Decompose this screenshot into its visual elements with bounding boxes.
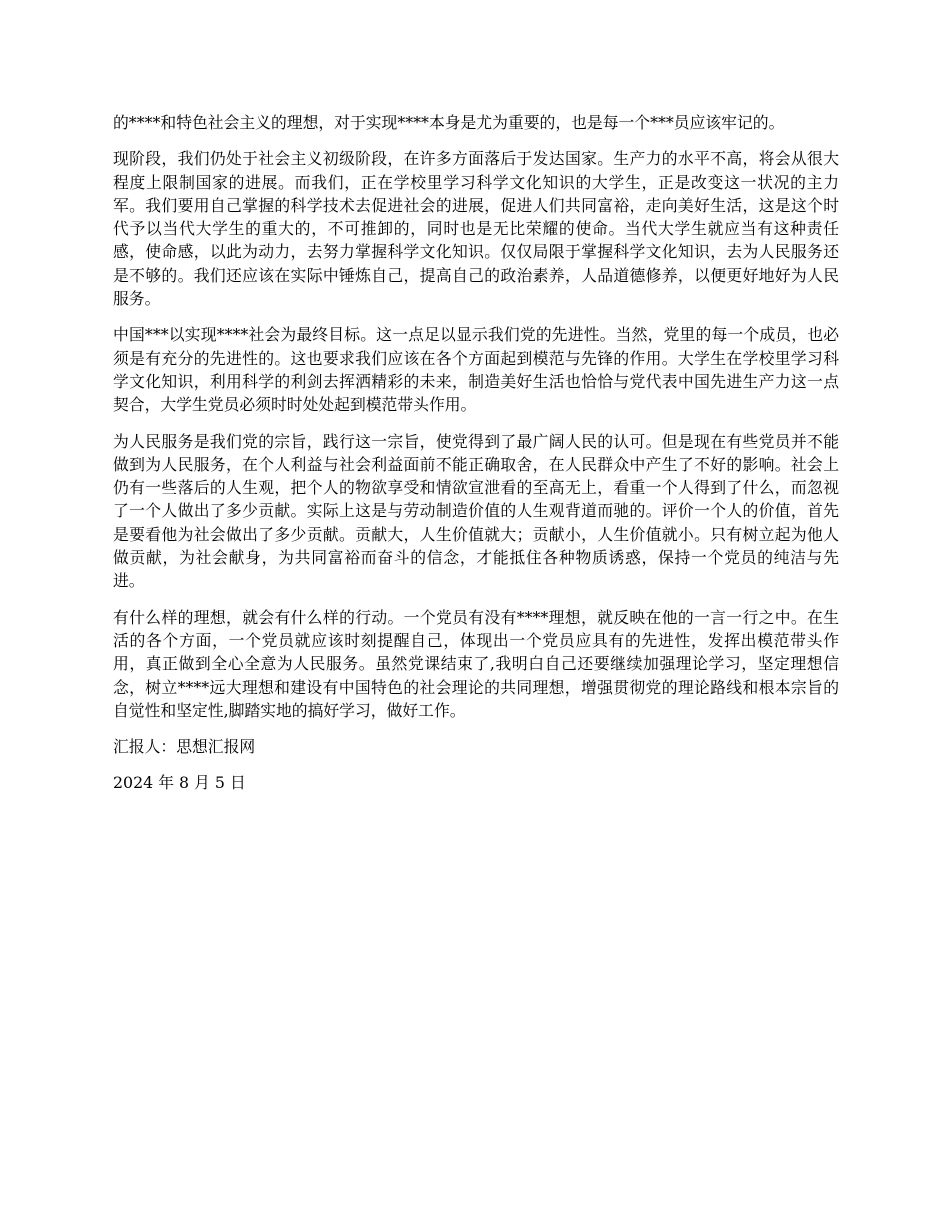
paragraph-4: 为人民服务是我们党的宗旨，践行这一宗旨，使党得到了最广阔人民的认可。但是现在有些党员并不能做到为人民服务，在个人利益与社会利益面前不能正确取舍，在人民群众中产生了不好的影响。社会上仍有一些落后的人生观，把个人的物欲享受和情欲宣泄看的至高无上，看重一个人得到了什么，而忽视了一个人做出了多少贡献。实际上这是与劳动制造价值的人生观背道而驰的。评价一个人的价值，首先是要看他为社会做出了多少贡献。贡献大，人生价值就大；贡献小，人生价值就小。只有树立起为他人做贡献，为社会献身，为共同富裕而奋斗的信念，才能抵住各种物质诱惑，保持一个党员的纯洁与先进。: [113, 431, 839, 591]
date-line: 2024 年 8 月 5 日: [113, 773, 246, 793]
paragraph-2: 现阶段，我们仍处于社会主义初级阶段，在许多方面落后于发达国家。生产力的水平不高，将会从很大程度上限制国家的进展。而我们，正在学校里学习科学文化知识的大学生，正是改变这一状况的主力军。我们要用自己掌握的科学技术去促进社会的进展，促进人们共同富裕，走向美好生活，这是这个时代予以当代大学生的重大的，不可推卸的，同时也是无比荣耀的使命。当代大学生就应当有这种责任感，使命感，以此为动力，去努力掌握科学文化知识。仅仅局限于掌握科学文化知识，去为人民服务还是不够的。我们还应该在实际中锤炼自己，提高自己的政治素养，人品道德修养，以便更好地好为人民服务。: [113, 149, 839, 309]
paragraph-5: 有什么样的理想，就会有什么样的行动。一个党员有没有****理想，就反映在他的一言一行之中。在生活的各个方面，一个党员就应该时刻提醒自己，体现出一个党员应具有的先进性，发挥出模范带头作用，真正做到全心全意为人民服务。虽然党课结束了,我明白自己还要继续加强理论学习，坚定理想信念，树立****远大理想和建设有中国特色的社会理论的共同理想，增强贯彻党的理论路线和根本宗旨的自觉性和坚定性,脚踏实地的搞好学习，做好工作。: [113, 607, 839, 720]
signature-line: 汇报人：思想汇报网: [113, 737, 256, 757]
document-page: [113, 111, 839, 808]
paragraph-1: 的****和特色社会主义的理想，对于实现****本身是尤为重要的，也是每一个***员应该牢记的。: [113, 113, 785, 132]
paragraph-3: 中国***以实现****社会为最终目标。这一点足以显示我们党的先进性。当然，党里的每一个成员，也必须是有充分的先进性的。这也要求我们应该在各个方面起到模范与先锋的作用。大学生在学校里学习科学文化知识，利用科学的利剑去挥洒精彩的未来，制造美好生活也恰恰与党代表中国先进生产力这一点契合，大学生党员必须时时处处起到模范带头作用。: [113, 325, 839, 415]
